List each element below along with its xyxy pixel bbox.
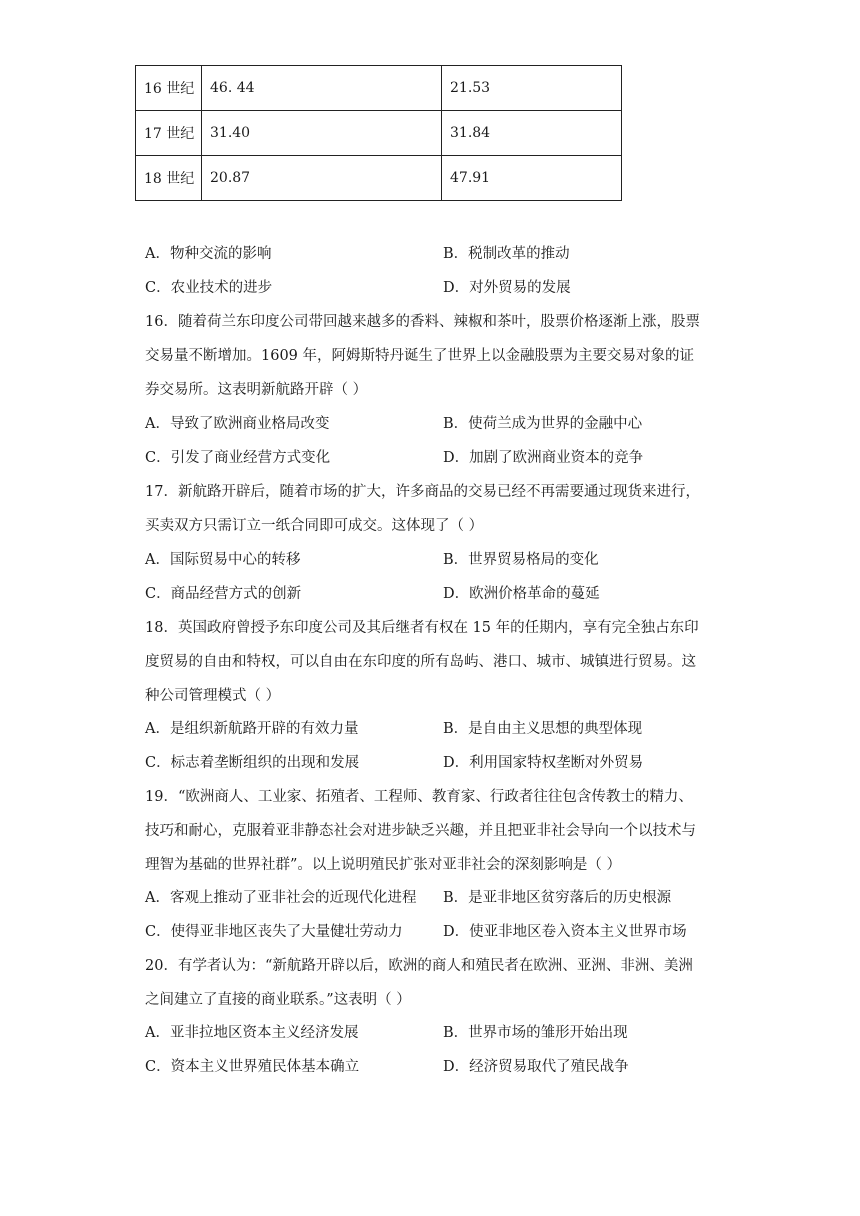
table-cell: 46. 44 [202,66,442,111]
q19-option-c: C．使得亚非地区丧失了大量健壮劳动力 [145,924,403,940]
table-row [136,66,622,111]
q18-stem-line: 种公司管理模式（ ） [145,688,281,704]
q18-stem-line: 18．英国政府曾授予东印度公司及其后继者有权在 15 年的任期内，享有完全独占东印 [145,620,699,636]
q20-option-a: A．亚非拉地区资本主义经济发展 [145,1025,359,1041]
q19-option-d: D．使亚非地区卷入资本主义世界市场 [443,924,687,940]
table-cell: 21.53 [442,66,622,111]
q16-option-b: B．使荷兰成为世界的金融中心 [443,416,643,432]
q17-stem-line: 买卖双方只需订立一纸合同即可成交。这体现了（ ） [145,518,484,534]
data-table [135,65,622,201]
q17-option-d: D．欧洲价格革命的蔓延 [443,586,600,602]
q18-option-c: C．标志着垄断组织的出现和发展 [145,755,360,771]
q20-option-b: B．世界市场的雏形开始出现 [443,1025,628,1041]
table-row [136,156,622,201]
q19-stem-line: 技巧和耐心，克服着亚非静态社会对进步缺乏兴趣，并且把亚非社会导向一个以技术与 [145,823,696,839]
q17-option-c: C．商品经营方式的创新 [145,586,302,602]
q18-option-a: A．是组织新航路开辟的有效力量 [145,721,359,737]
table-cell: 31.40 [202,111,442,156]
q17-stem-line: 17．新航路开辟后，随着市场的扩大，许多商品的交易已经不再需要通过现货来进行， [145,484,700,500]
q16-option-c: C．引发了商业经营方式变化 [145,450,331,466]
table-cell: 18 世纪 [136,156,202,201]
q19-option-b: B．是亚非地区贫穷落后的历史根源 [443,890,672,906]
q18-option-d: D．利用国家特权垄断对外贸易 [443,755,644,771]
table-cell: 16 世纪 [136,66,202,111]
q20-stem-line: 之间建立了直接的商业联系。”这表明（ ） [145,992,411,1008]
q18-option-b: B．是自由主义思想的典型体现 [443,721,643,737]
q16-option-a: A．导致了欧洲商业格局改变 [145,416,330,432]
q20-stem-line: 20．有学者认为：“新航路开辟以后，欧洲的商人和殖民者在欧洲、亚洲、非洲、美洲 [145,958,693,974]
q15-option-b: B．税制改革的推动 [443,246,570,262]
q19-option-a: A．客观上推动了亚非社会的近现代化进程 [145,890,417,906]
q15-option-d: D．对外贸易的发展 [443,280,571,296]
q16-stem-line: 16．随着荷兰东印度公司带回越来越多的香料、辣椒和茶叶，股票价格逐渐上涨，股票 [145,314,700,330]
q17-option-a: A．国际贸易中心的转移 [145,552,301,568]
table-cell: 20.87 [202,156,442,201]
q15-option-c: C．农业技术的进步 [145,280,273,296]
q16-option-d: D．加剧了欧洲商业资本的竞争 [443,450,644,466]
q16-stem-line: 券交易所。这表明新航路开辟（ ） [145,382,368,398]
q17-option-b: B．世界贸易格局的变化 [443,552,599,568]
q16-stem-line: 交易量不断增加。1609 年，阿姆斯特丹诞生了世界上以金融股票为主要交易对象的证 [145,348,695,364]
q19-stem-line: 19．“欧洲商人、工业家、拓殖者、工程师、教育家、行政者往往包含传教士的精力、 [145,789,693,805]
q18-stem-line: 度贸易的自由和特权，可以自由在东印度的所有岛屿、港口、城市、城镇进行贸易。这 [145,654,696,670]
table-row [136,111,622,156]
table-cell: 17 世纪 [136,111,202,156]
q15-option-a: A．物种交流的影响 [145,246,272,262]
q20-option-d: D．经济贸易取代了殖民战争 [443,1059,629,1075]
q20-option-c: C．资本主义世界殖民体基本确立 [145,1059,360,1075]
table-cell: 47.91 [442,156,622,201]
table-cell: 31.84 [442,111,622,156]
q19-stem-line: 理智为基础的世界社群”。以上说明殖民扩张对亚非社会的深刻影响是（ ） [145,857,622,873]
